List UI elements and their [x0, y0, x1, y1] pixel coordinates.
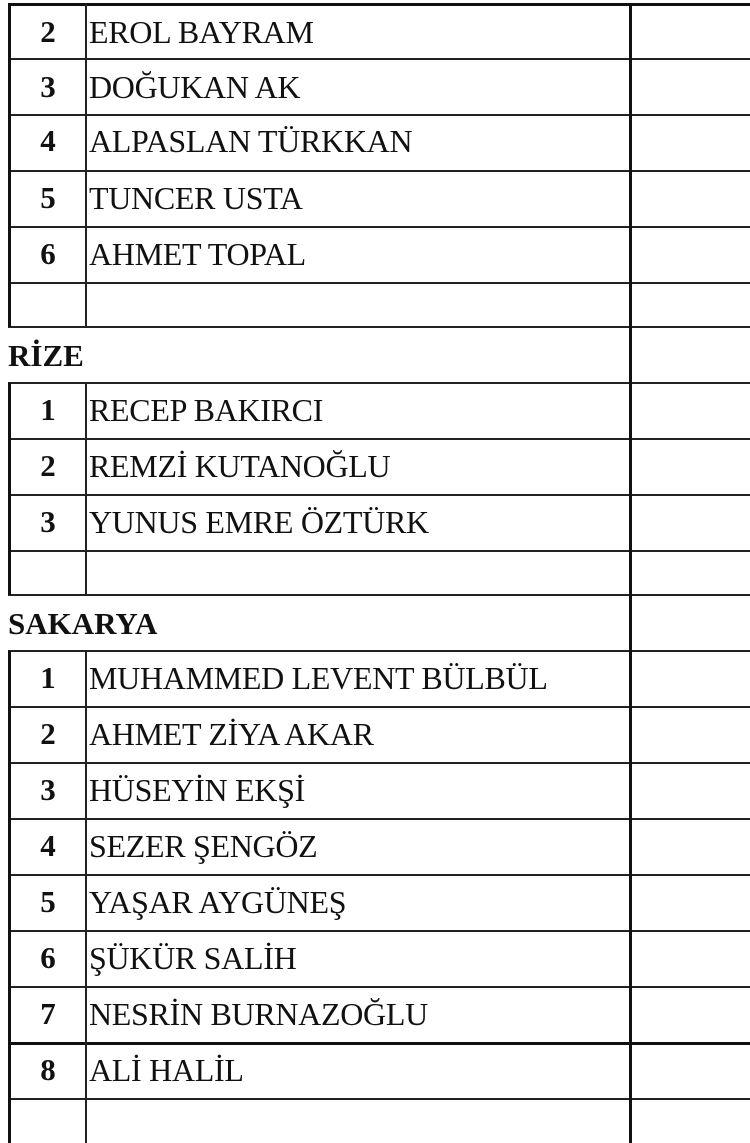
table-row	[0, 1045, 750, 1099]
table-row	[0, 708, 750, 762]
row-number: 5	[40, 180, 56, 215]
column-divider	[85, 651, 87, 1143]
row-number: 6	[40, 236, 56, 271]
row-divider	[8, 706, 750, 708]
candidate-name: TUNCER USTA	[89, 180, 303, 216]
row-divider	[8, 382, 750, 384]
row-divider	[8, 438, 750, 440]
row-number: 4	[40, 123, 56, 158]
candidate-name: DOĞUKAN AK	[89, 69, 301, 105]
province-heading: RİZE	[8, 338, 84, 373]
row-divider	[8, 762, 750, 764]
table-row	[0, 988, 750, 1042]
row-divider	[8, 650, 750, 652]
table-left-border	[8, 651, 11, 1143]
row-number: 6	[40, 940, 56, 975]
row-divider	[8, 326, 750, 328]
candidate-name: RECEP BAKIRCI	[89, 392, 324, 428]
table-row	[0, 440, 750, 494]
row-divider	[8, 930, 750, 932]
table-row	[0, 820, 750, 874]
table-row	[0, 228, 750, 282]
row-number: 3	[40, 772, 56, 807]
table-row	[0, 764, 750, 818]
row-number: 2	[40, 448, 56, 483]
row-number: 8	[40, 1052, 56, 1087]
table-row	[0, 8, 750, 58]
row-divider	[8, 1042, 750, 1045]
row-number: 1	[40, 392, 56, 427]
row-divider	[8, 282, 750, 284]
row-divider	[8, 874, 750, 876]
row-number: 4	[40, 828, 56, 863]
row-divider	[8, 226, 750, 228]
column-divider	[85, 383, 87, 595]
row-divider	[8, 3, 750, 6]
row-divider	[8, 550, 750, 552]
row-number: 2	[40, 14, 56, 49]
row-divider	[8, 58, 750, 60]
table-row	[0, 116, 750, 170]
table-row	[0, 60, 750, 114]
candidate-name: YUNUS EMRE ÖZTÜRK	[89, 504, 429, 540]
candidate-name: MUHAMMED LEVENT BÜLBÜL	[89, 660, 548, 696]
candidate-name: REMZİ KUTANOĞLU	[89, 448, 391, 484]
candidate-name: ALPASLAN TÜRKKAN	[89, 123, 413, 159]
candidate-name: NESRİN BURNAZOĞLU	[89, 996, 428, 1032]
row-divider	[8, 494, 750, 496]
row-number: 2	[40, 716, 56, 751]
candidate-name: EROL BAYRAM	[89, 14, 314, 50]
row-number: 3	[40, 504, 56, 539]
table-row	[0, 172, 750, 226]
row-number: 7	[40, 996, 56, 1031]
row-number: 3	[40, 69, 56, 104]
row-divider	[8, 594, 750, 596]
row-divider	[8, 818, 750, 820]
table-row	[0, 876, 750, 930]
candidate-name: HÜSEYİN EKŞİ	[89, 772, 305, 808]
table-left-border	[8, 383, 11, 595]
table-left-border	[8, 3, 11, 327]
row-divider	[8, 986, 750, 988]
province-heading: SAKARYA	[8, 606, 158, 641]
column-divider	[85, 3, 87, 327]
table-row	[0, 496, 750, 550]
column-divider	[629, 3, 632, 1143]
row-number: 1	[40, 660, 56, 695]
row-divider	[8, 114, 750, 116]
row-number: 5	[40, 884, 56, 919]
candidate-name: ŞÜKÜR SALİH	[89, 940, 297, 976]
row-divider	[8, 1098, 750, 1100]
table-row	[0, 384, 750, 438]
candidate-name: AHMET TOPAL	[89, 236, 306, 272]
candidate-name: SEZER ŞENGÖZ	[89, 828, 318, 864]
candidate-name: AHMET ZİYA AKAR	[89, 716, 374, 752]
table-row	[0, 652, 750, 706]
candidate-name: ALİ HALİL	[89, 1052, 244, 1088]
row-divider	[8, 170, 750, 172]
table-row	[0, 932, 750, 986]
candidate-name: YAŞAR AYGÜNEŞ	[89, 884, 347, 920]
